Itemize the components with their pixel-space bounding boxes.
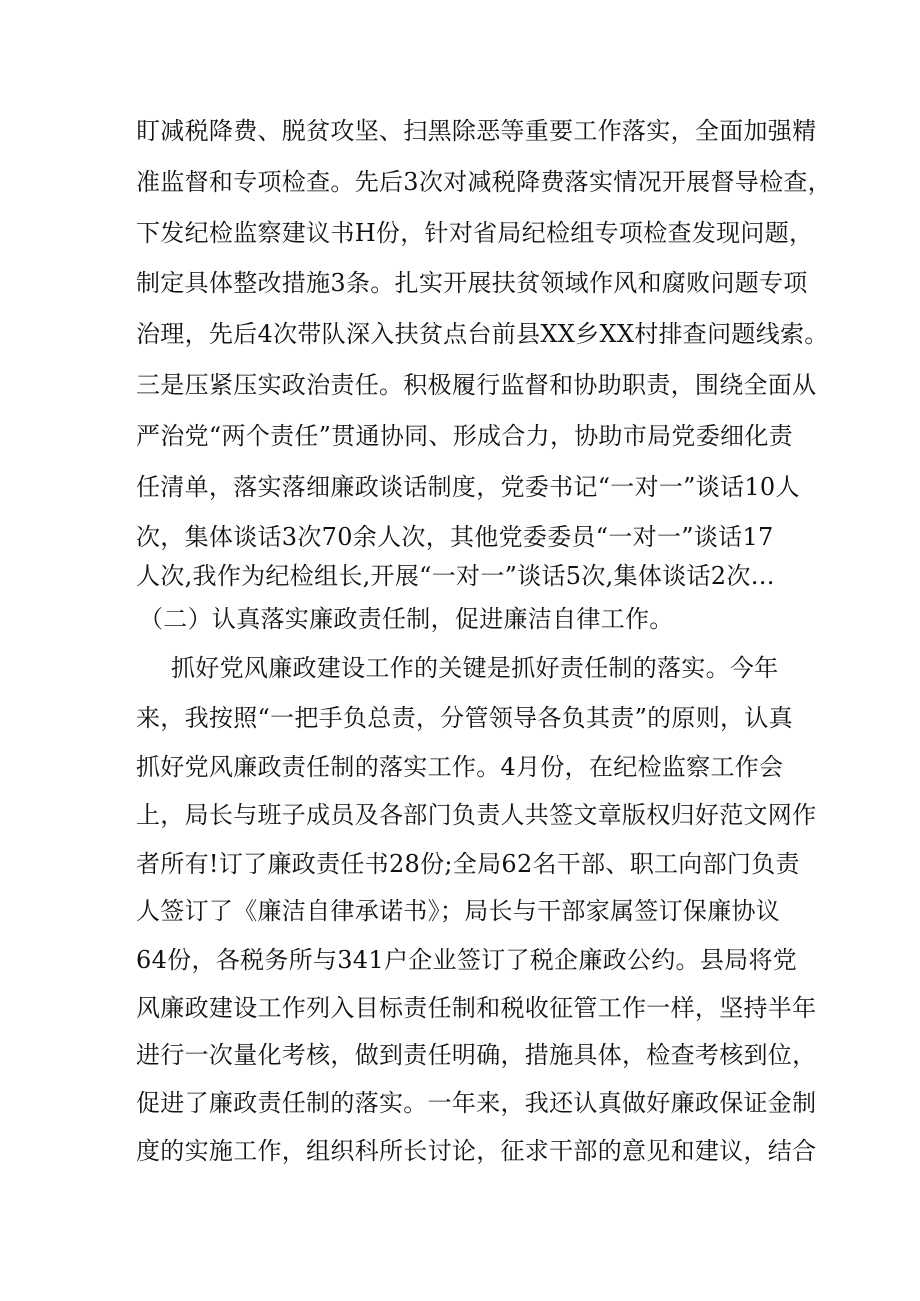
text-line: 度的实施工作，组织科所长讨论，征求干部的意见和建议，结合 — [136, 1137, 817, 1165]
text-line: 制定具体整改措施3条。扎实开展扶贫领域作风和腐败问题专项 — [136, 269, 808, 297]
text-line: 人次,我作为纪检组长,开展“一对一”谈话5次,集体谈话2次… — [136, 562, 775, 590]
text-line: 抓好党风廉政建设工作的关键是抓好责任制的落实。今年 — [171, 654, 779, 682]
text-line: 治理，先后4次带队深入扶贫点台前县XX乡XX村排查问题线索。 — [136, 320, 829, 348]
section-heading: （二）认真落实廉政责任制，促进廉洁自律工作。 — [139, 605, 674, 633]
text-line: 者所有!订了廉政责任书28份;全局62名干部、职工向部门负责 — [136, 850, 800, 878]
text-line: 盯减税降费、脱贫攻坚、扫黑除恶等重要工作落实，全面加强精 — [136, 117, 817, 145]
text-line: 抓好党风廉政责任制的落实工作。4月份，在纪检监察工作会 — [136, 753, 784, 781]
text-line: 三是压紧压实政治责任。积极履行监督和协助职责，围绕全面从 — [136, 371, 817, 399]
text-line: 任清单，落实落细廉政谈话制度，党委书记“一对一”谈话10人 — [136, 473, 800, 501]
text-line: 准监督和专项检查。先后3次对减税降费落实情况开展督导检查， — [136, 168, 832, 196]
text-line: 次，集体谈话3次70余人次，其他党委委员“一对一”谈话17 — [136, 523, 774, 551]
text-line: 人签订了《廉洁自律承诺书》；局长与干部家属签订保廉协议 — [136, 897, 781, 925]
text-line: 严治党“两个责任”贯通协同、形成合力，协助市局党委细化责 — [136, 422, 793, 450]
text-line: 上，局长与班子成员及各部门负责人共签文章版权归好范文网作 — [136, 801, 817, 829]
text-line: 64份，各税务所与341户企业签订了税企廉政公约。县局将党 — [136, 946, 798, 974]
text-line: 来，我按照“一把手负总责，分管领导各负其责”的原则，认真 — [136, 704, 793, 732]
text-line: 促进了廉政责任制的落实。一年来，我还认真做好廉政保证金制 — [136, 1089, 817, 1117]
text-line: 风廉政建设工作列入目标责任制和税收征管工作一样，坚持半年 — [136, 994, 817, 1022]
text-line: 下发纪检监察建议书H份，针对省局纪检组专项检查发现问题， — [136, 219, 814, 247]
text-line: 进行一次量化考核，做到责任明确，措施具体，检查考核到位， — [136, 1041, 817, 1069]
